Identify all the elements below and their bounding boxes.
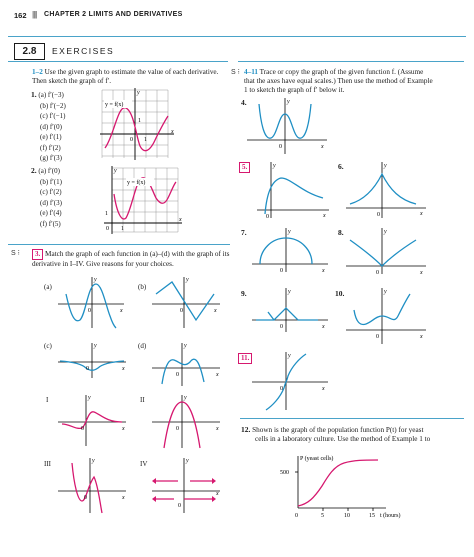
axis-y: y <box>273 163 276 169</box>
q1-item: (a) f′(−3) <box>38 91 64 99</box>
middle-rule <box>8 244 230 245</box>
q2-list <box>31 166 62 229</box>
deriv-II-label: II <box>140 396 145 404</box>
panel-d-label: (d) <box>138 342 147 350</box>
axis-y: y <box>186 277 189 283</box>
q1-graph-label: y = f(x) <box>105 102 124 108</box>
panel-a-graph <box>56 274 126 329</box>
origin: 0 <box>176 426 179 432</box>
origin: 0 <box>280 268 283 274</box>
origin: 0 <box>280 386 283 392</box>
ex4-side-icon: S ⁝ <box>231 69 240 76</box>
ex9-number: 9. <box>241 289 247 298</box>
ex1-2-range: 1–2 <box>32 68 43 76</box>
ex11-number: 11. <box>238 353 252 364</box>
q1-graph-one: 1 <box>138 118 141 124</box>
axis-x: x <box>120 308 123 314</box>
q2-item: (d) f′(3) <box>40 198 62 207</box>
ex9-graph <box>250 286 330 334</box>
ex4-11-line1: Trace or copy the graph of the given function f. (Assume <box>259 68 424 76</box>
ex10-graph <box>344 286 428 346</box>
panel-c-label: (c) <box>44 342 52 350</box>
ex12-xlabel: t (hours) <box>380 513 401 519</box>
q2-item: (c) f′(2) <box>40 188 62 196</box>
axis-y: y <box>92 458 95 464</box>
origin: 0 <box>81 426 84 432</box>
deriv-II-graph <box>150 392 222 450</box>
axis-y: y <box>184 343 187 349</box>
axis-x: x <box>122 426 125 432</box>
right-rule <box>238 61 464 62</box>
q2-item: (f) f′(5) <box>40 219 61 228</box>
panel-b-label: (b) <box>138 283 147 291</box>
q2-graph-y: y <box>114 168 117 174</box>
panel-d-graph <box>150 340 222 388</box>
ex3-instructions <box>32 249 230 269</box>
q2-number: 2. <box>31 166 37 175</box>
deriv-III-label: III <box>44 460 51 468</box>
axis-y: y <box>94 343 97 349</box>
axis-x: x <box>122 495 125 501</box>
origin: 0 <box>280 324 283 330</box>
q1-number: 1. <box>31 90 37 99</box>
axis-y: y <box>288 353 291 359</box>
right-rule-2 <box>240 418 464 419</box>
axis-y: y <box>287 99 290 105</box>
q1-list <box>31 90 66 164</box>
axis-y: y <box>94 277 97 283</box>
ex12-line1: Shown is the graph of the population function P(t) for yeast <box>252 426 424 434</box>
q1-item: (b) f′(−2) <box>40 101 66 110</box>
ex12-ylabel: P (yeast cells) <box>300 456 334 462</box>
ex3-side-icon: S ⁝ <box>11 250 20 257</box>
ex3-number: 3. <box>32 249 43 260</box>
axis-y: y <box>184 395 187 401</box>
origin: 0 <box>279 144 282 150</box>
ex12-ytick: 500 <box>280 470 289 476</box>
panel-c-graph <box>56 340 128 380</box>
deriv-IV-graph <box>150 455 222 515</box>
ex10-number: 10. <box>335 289 345 298</box>
page-number: 162 <box>14 11 27 20</box>
q1-item: (g) f′(3) <box>40 154 62 162</box>
q2-item: (e) f′(4) <box>40 209 62 217</box>
q1-item: (c) f′(−1) <box>40 112 66 120</box>
ex6-graph <box>344 160 428 220</box>
q1-graph-x: x <box>171 129 174 135</box>
origin: 0 <box>376 270 379 276</box>
deriv-I-graph <box>56 392 128 448</box>
ex8-graph <box>344 226 428 276</box>
q1-item: (f) f′(2) <box>40 143 61 152</box>
ex4-number: 4. <box>241 98 247 107</box>
origin: 0 <box>178 503 181 509</box>
q2-item: (a) f′(0) <box>38 167 60 175</box>
axis-x: x <box>420 270 423 276</box>
ex4-11-line3: 1 to sketch the graph of f′ below it. <box>244 86 345 94</box>
origin: 0 <box>377 212 380 218</box>
q2-graph <box>100 164 184 236</box>
ex4-11-instructions <box>244 68 470 95</box>
axis-x: x <box>321 144 324 150</box>
axis-x: x <box>216 372 219 378</box>
ex8-number: 8. <box>338 228 344 237</box>
q1-graph-y: y <box>137 90 140 96</box>
axis-y: y <box>384 289 387 295</box>
deriv-III-graph <box>56 455 128 515</box>
ex12-line2: cells in a laboratory culture. Use the method of Example 1 to <box>255 435 431 443</box>
section-number: 2.8 <box>14 43 45 60</box>
origin: 0 <box>86 366 89 372</box>
q1-item: (e) f′(1) <box>40 133 62 141</box>
q1-graph-zero: 0 <box>130 137 133 143</box>
panel-a-label: (a) <box>44 283 52 291</box>
origin: 0 <box>84 495 87 501</box>
q1-graph <box>100 86 180 161</box>
ex7-number: 7. <box>241 228 247 237</box>
q2-item: (b) f′(1) <box>40 177 62 186</box>
axis-y: y <box>288 289 291 295</box>
axis-x: x <box>322 268 325 274</box>
ex12-number: 12. <box>241 425 251 434</box>
ex12-graph <box>278 452 418 522</box>
ex5-graph <box>255 160 331 220</box>
axis-x: x <box>420 334 423 340</box>
header-bars: |||| <box>32 10 37 19</box>
left-rule <box>8 61 228 62</box>
deriv-I-label: I <box>46 396 49 404</box>
ex6-number: 6. <box>338 162 344 171</box>
axis-x: x <box>322 386 325 392</box>
ex4-11-line2: that the axes have equal scales.) Then use the method of Example <box>244 77 433 85</box>
axis-x: x <box>322 324 325 330</box>
q1-graph-onex: 1 <box>144 137 147 143</box>
panel-b-graph <box>150 274 222 329</box>
chapter-title: CHAPTER 2 LIMITS AND DERIVATIVES <box>44 11 183 18</box>
ex12-xtick: 5 <box>321 513 324 519</box>
origin: 0 <box>376 334 379 340</box>
q1-item: (d) f′(0) <box>40 122 62 131</box>
ex1-2-instructions <box>32 68 228 86</box>
axis-y: y <box>288 229 291 235</box>
axis-x: x <box>216 491 219 497</box>
top-rule <box>8 36 466 37</box>
axis-x: x <box>216 426 219 432</box>
origin: 0 <box>266 214 269 220</box>
axis-y: y <box>384 163 387 169</box>
ex7-graph <box>250 226 330 274</box>
ex4-11-range: 4–11 <box>244 68 258 76</box>
axis-y: y <box>384 229 387 235</box>
axis-x: x <box>214 308 217 314</box>
origin: 0 <box>88 308 91 314</box>
ex12-instructions <box>241 425 469 444</box>
ex12-xtick: 10 <box>344 513 350 519</box>
axis-x: x <box>323 213 326 219</box>
axis-y: y <box>186 458 189 464</box>
axis-x: x <box>122 366 125 372</box>
q2-graph-x: x <box>179 217 182 223</box>
ex3-text: Match the graph of each function in (a)–(d) with the graph of its derivative in I–IV. Give reasons for your choices. <box>32 250 230 268</box>
q2-graph-zero: 0 <box>106 226 109 232</box>
q2-graph-label: y = f(x) <box>127 180 146 186</box>
deriv-IV-label: IV <box>140 460 148 468</box>
axis-y: y <box>88 395 91 401</box>
origin: 0 <box>176 372 179 378</box>
q2-graph-one: 1 <box>105 211 108 217</box>
ex11-graph <box>250 350 330 412</box>
origin: 0 <box>180 308 183 314</box>
axis-x: x <box>420 211 423 217</box>
ex1-2-text: Use the given graph to estimate the value of each derivative. Then sketch the graph of f′. <box>32 68 219 85</box>
section-title: EXERCISES <box>52 46 115 56</box>
ex12-xtick: 0 <box>295 513 298 519</box>
ex4-graph <box>245 96 329 156</box>
q2-graph-onex: 1 <box>121 226 124 232</box>
ex12-xtick: 15 <box>369 513 375 519</box>
ex5-number: 5. <box>239 162 250 173</box>
